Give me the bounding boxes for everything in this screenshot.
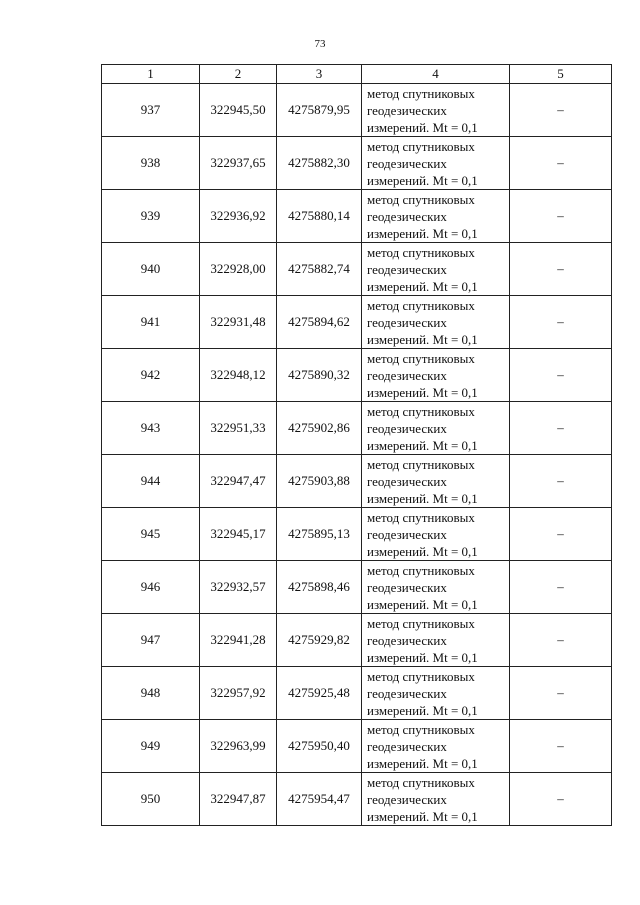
note-cell: – — [510, 296, 612, 349]
method-cell: метод спутниковых геодезических измерений. Mt = 0,1 — [362, 508, 510, 561]
x-coordinate-cell: 322941,28 — [200, 614, 277, 667]
method-cell: метод спутниковых геодезических измерений. Mt = 0,1 — [362, 349, 510, 402]
point-number-cell: 948 — [102, 667, 200, 720]
y-coordinate-cell: 4275954,47 — [277, 773, 362, 826]
y-coordinate-cell: 4275890,32 — [277, 349, 362, 402]
y-coordinate-cell: 4275882,74 — [277, 243, 362, 296]
x-coordinate-cell: 322947,87 — [200, 773, 277, 826]
table-row — [102, 243, 612, 296]
point-number-cell: 944 — [102, 455, 200, 508]
method-cell: метод спутниковых геодезических измерений. Mt = 0,1 — [362, 296, 510, 349]
header-col-4: 4 — [362, 65, 510, 84]
table-row — [102, 614, 612, 667]
note-cell: – — [510, 508, 612, 561]
method-cell: метод спутниковых геодезических измерений. Mt = 0,1 — [362, 84, 510, 137]
y-coordinate-cell: 4275895,13 — [277, 508, 362, 561]
y-coordinate-cell: 4275903,88 — [277, 455, 362, 508]
table-row — [102, 190, 612, 243]
method-cell: метод спутниковых геодезических измерений. Mt = 0,1 — [362, 455, 510, 508]
note-cell: – — [510, 720, 612, 773]
method-cell: метод спутниковых геодезических измерений. Mt = 0,1 — [362, 614, 510, 667]
x-coordinate-cell: 322947,47 — [200, 455, 277, 508]
point-number-cell: 942 — [102, 349, 200, 402]
x-coordinate-cell: 322931,48 — [200, 296, 277, 349]
method-cell: метод спутниковых геодезических измерений. Mt = 0,1 — [362, 773, 510, 826]
point-number-cell: 946 — [102, 561, 200, 614]
table-row — [102, 349, 612, 402]
x-coordinate-cell: 322928,00 — [200, 243, 277, 296]
header-col-3: 3 — [277, 65, 362, 84]
y-coordinate-cell: 4275882,30 — [277, 137, 362, 190]
method-cell: метод спутниковых геодезических измерений. Mt = 0,1 — [362, 561, 510, 614]
note-cell: – — [510, 667, 612, 720]
point-number-cell: 937 — [102, 84, 200, 137]
table-row — [102, 296, 612, 349]
y-coordinate-cell: 4275950,40 — [277, 720, 362, 773]
x-coordinate-cell: 322937,65 — [200, 137, 277, 190]
method-cell: метод спутниковых геодезических измерений. Mt = 0,1 — [362, 190, 510, 243]
table-row — [102, 667, 612, 720]
x-coordinate-cell: 322948,12 — [200, 349, 277, 402]
y-coordinate-cell: 4275929,82 — [277, 614, 362, 667]
method-cell: метод спутниковых геодезических измерений. Mt = 0,1 — [362, 402, 510, 455]
note-cell: – — [510, 84, 612, 137]
note-cell: – — [510, 773, 612, 826]
table-row — [102, 773, 612, 826]
method-cell: метод спутниковых геодезических измерений. Mt = 0,1 — [362, 243, 510, 296]
table-row — [102, 84, 612, 137]
point-number-cell: 940 — [102, 243, 200, 296]
x-coordinate-cell: 322963,99 — [200, 720, 277, 773]
page-number: 73 — [314, 38, 326, 50]
y-coordinate-cell: 4275898,46 — [277, 561, 362, 614]
header-col-5: 5 — [510, 65, 612, 84]
coordinates-table — [101, 64, 612, 826]
note-cell: – — [510, 614, 612, 667]
y-coordinate-cell: 4275925,48 — [277, 667, 362, 720]
x-coordinate-cell: 322945,50 — [200, 84, 277, 137]
method-cell: метод спутниковых геодезических измерений. Mt = 0,1 — [362, 137, 510, 190]
note-cell: – — [510, 455, 612, 508]
x-coordinate-cell: 322936,92 — [200, 190, 277, 243]
x-coordinate-cell: 322957,92 — [200, 667, 277, 720]
header-row — [102, 65, 612, 84]
point-number-cell: 941 — [102, 296, 200, 349]
note-cell: – — [510, 402, 612, 455]
note-cell: – — [510, 349, 612, 402]
y-coordinate-cell: 4275879,95 — [277, 84, 362, 137]
point-number-cell: 945 — [102, 508, 200, 561]
table-row — [102, 137, 612, 190]
x-coordinate-cell: 322945,17 — [200, 508, 277, 561]
note-cell: – — [510, 243, 612, 296]
table-row — [102, 561, 612, 614]
method-cell: метод спутниковых геодезических измерений. Mt = 0,1 — [362, 667, 510, 720]
y-coordinate-cell: 4275902,86 — [277, 402, 362, 455]
point-number-cell: 950 — [102, 773, 200, 826]
point-number-cell: 939 — [102, 190, 200, 243]
header-col-1: 1 — [102, 65, 200, 84]
table-row — [102, 720, 612, 773]
note-cell: – — [510, 561, 612, 614]
note-cell: – — [510, 190, 612, 243]
table-row — [102, 508, 612, 561]
point-number-cell: 943 — [102, 402, 200, 455]
y-coordinate-cell: 4275880,14 — [277, 190, 362, 243]
table-row — [102, 455, 612, 508]
method-cell: метод спутниковых геодезических измерений. Mt = 0,1 — [362, 720, 510, 773]
table-body — [102, 84, 612, 826]
note-cell: – — [510, 137, 612, 190]
point-number-cell: 947 — [102, 614, 200, 667]
x-coordinate-cell: 322932,57 — [200, 561, 277, 614]
point-number-cell: 949 — [102, 720, 200, 773]
y-coordinate-cell: 4275894,62 — [277, 296, 362, 349]
table-row — [102, 402, 612, 455]
point-number-cell: 938 — [102, 137, 200, 190]
x-coordinate-cell: 322951,33 — [200, 402, 277, 455]
header-col-2: 2 — [200, 65, 277, 84]
